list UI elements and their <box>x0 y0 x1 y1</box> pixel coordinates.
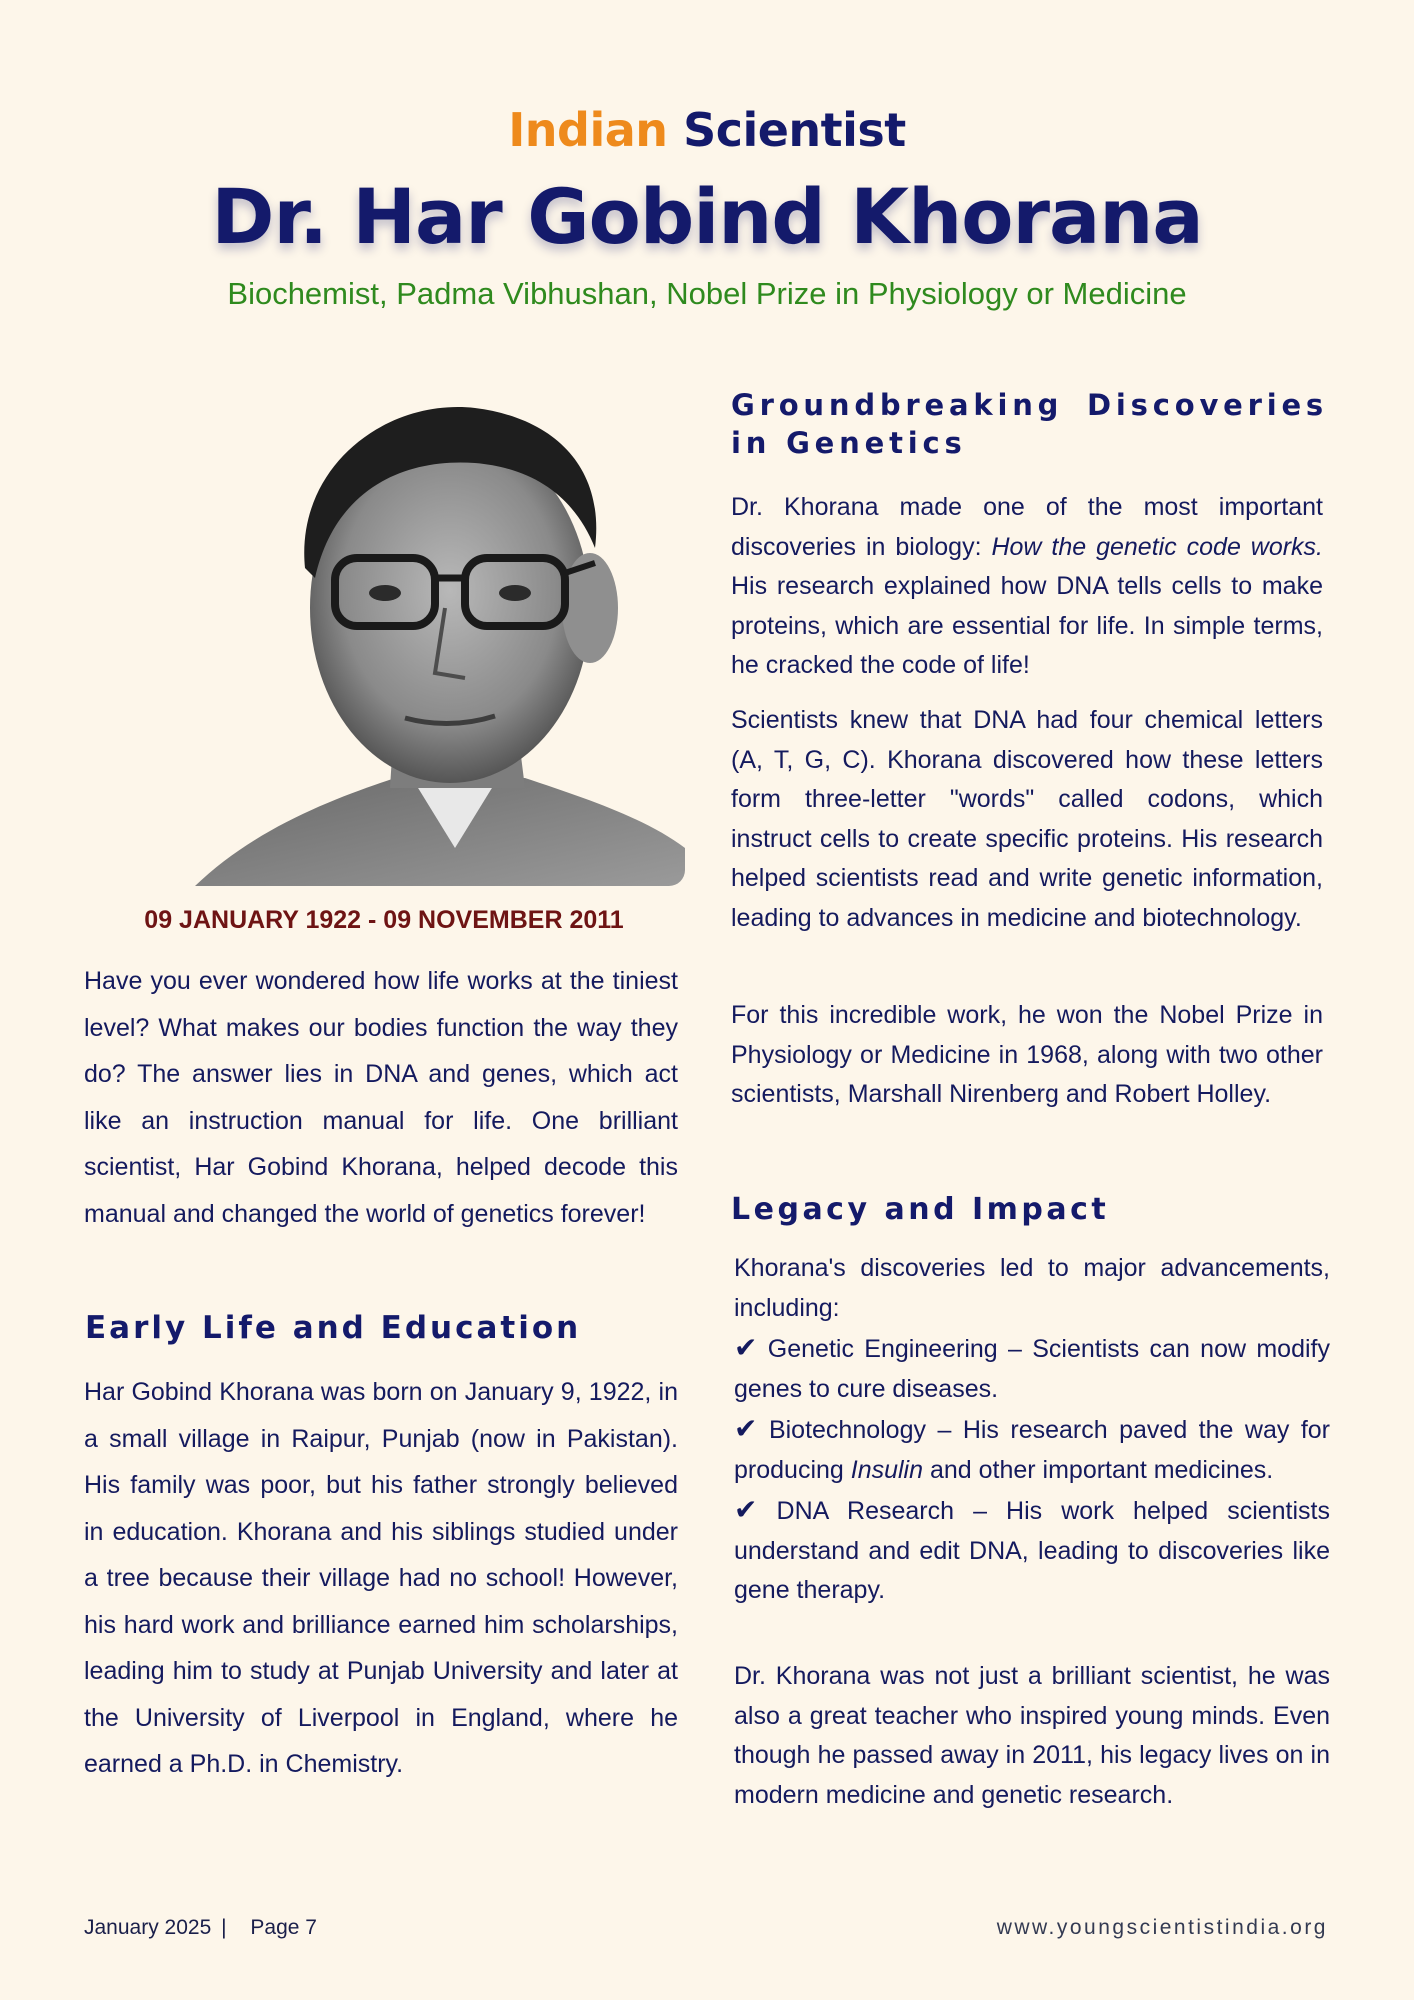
section-kicker <box>0 100 1414 160</box>
legacy-item-text: Biotechnology – His research paved the way for producing <box>734 1416 1330 1484</box>
kicker-indian: Indian <box>508 103 668 157</box>
portrait-photo <box>195 378 685 886</box>
legacy-item-text: Genetic Engineering – Scientists can now modify genes to cure diseases. <box>734 1335 1330 1403</box>
legacy-list <box>734 1249 1330 1611</box>
page-subtitle: Biochemist, Padma Vibhushan, Nobel Prize in Physiology or Medicine <box>227 276 1187 311</box>
heading-genetics: Groundbreaking Discoveries in Genetics <box>731 388 1328 460</box>
genetics-paragraph-3: For this incredible work, he won the Nobel Prize in Physiology or Medicine in 1968, along with two other scientists, Marshall Nirenberg and Robert Holley. <box>731 1001 1323 1108</box>
life-dates: 09 JANUARY 1922 - 09 NOVEMBER 2011 <box>144 906 624 934</box>
genetics-p1-lead: Dr. Khorana made one of the most important discoveries in biology: <box>731 493 1323 561</box>
legacy-closing-paragraph: Dr. Khorana was not just a brilliant scientist, he was also a great teacher who inspired young minds. Even though he passed away in 2011, his legacy lives on in modern medicine and genetic research. <box>734 1662 1330 1809</box>
footer-website-link[interactable]: www.youngscientistindia.org <box>996 1916 1328 1939</box>
legacy-intro: Khorana's discoveries led to major advancements, including: <box>734 1254 1330 1322</box>
kicker-scientist: Scientist <box>683 103 906 157</box>
genetics-paragraph-2: Scientists knew that DNA had four chemical letters (A, T, G, C). Khorana discovered how these letters form three-letter "words" called codons, which instruct cells to create specific proteins. His research helped scientists read and write genetic information, leading to advances in medicine and biotechnology. <box>731 706 1323 932</box>
legacy-item <box>734 1409 1330 1490</box>
footer-issue <box>84 1916 317 1940</box>
intro-paragraph: Have you ever wondered how life works at the tiniest level? What makes our bodies function the way they do? The answer lies in DNA and genes, which act like an instruction manual for life. One brilliant scientist, Har Gobind Khorana, helped decode this manual and changed the world of genetics forever! <box>84 967 678 1228</box>
portrait-illustration <box>195 378 685 886</box>
footer-date: January 2025 <box>84 1916 212 1939</box>
legacy-item-text: DNA Research – His work helped scientists understand and edit DNA, leading to discoveries like gene therapy. <box>734 1497 1331 1604</box>
genetics-p1-italic: How the genetic code works. <box>991 532 1324 561</box>
heading-early-life: Early Life and Education <box>85 1310 582 1346</box>
footer-separator: | <box>221 1916 227 1939</box>
legacy-item <box>734 1490 1330 1611</box>
checkmark-icon: ✔ <box>734 1332 758 1363</box>
footer-page-number: Page 7 <box>250 1916 317 1939</box>
checkmark-icon: ✔ <box>734 1413 758 1444</box>
legacy-item-text: and other important medicines. <box>923 1455 1274 1484</box>
early-life-paragraph: Har Gobind Khorana was born on January 9, 1922, in a small village in Raipur, Punjab (now in Pakistan). His family was poor, but his father strongly believed in education. Khorana and his siblings studied under a tree because their village had no school! However, his hard work and brilliance earned him scholarships, leading him to study at Punjab University and later at the University of Liverpool in England, where he earned a Ph.D. in Chemistry. <box>84 1378 678 1778</box>
heading-legacy: Legacy and Impact <box>731 1192 1110 1227</box>
genetics-paragraph-1 <box>731 488 1323 686</box>
page-header <box>0 100 1414 312</box>
legacy-item-italic: Insulin <box>850 1455 924 1484</box>
legacy-item <box>734 1328 1330 1409</box>
genetics-p1-rest: His research explained how DNA tells cells to make proteins, which are essential for life. In simple terms, he cracked the code of life! <box>731 572 1323 679</box>
page-title: Dr. Har Gobind Khorana <box>211 172 1203 261</box>
checkmark-icon: ✔ <box>734 1494 758 1525</box>
